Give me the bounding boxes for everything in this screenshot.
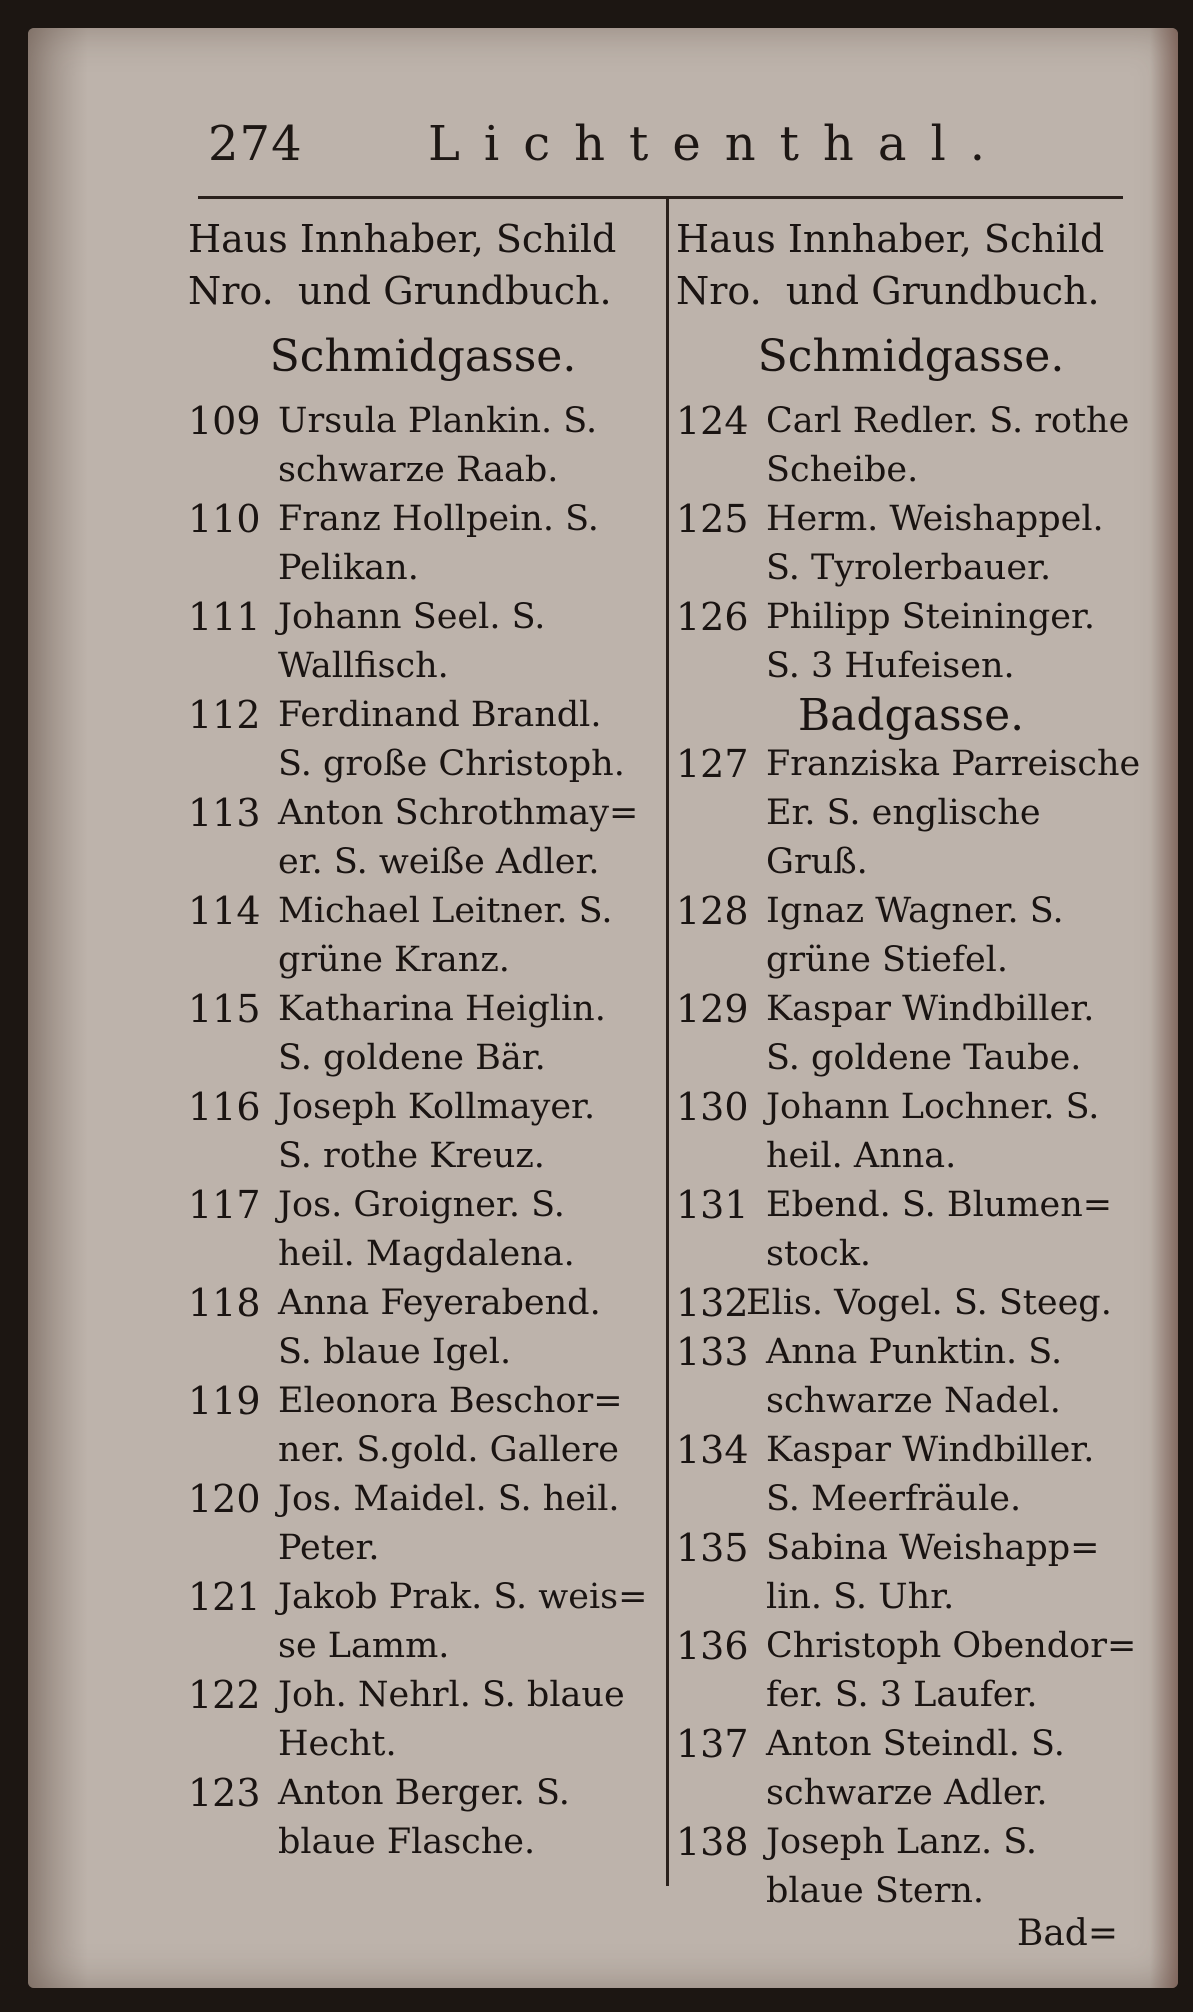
entry-line: Eleonora Beschor=: [278, 1381, 623, 1421]
house-number: 113: [188, 791, 261, 835]
entry-line: Carl Redler. S. rothe: [766, 401, 1130, 441]
entry-line: Katharina Heiglin.: [278, 989, 606, 1029]
house-number: 127: [676, 742, 749, 786]
house-number: 110: [188, 497, 261, 541]
entry-line: S. goldene Bär.: [278, 1038, 546, 1078]
entry-text: [278, 593, 658, 691]
entry-129: [676, 985, 1146, 1083]
entry-line: er. S. weiße Adler.: [278, 842, 600, 882]
catchword: Bad=: [1016, 1913, 1118, 1954]
house-number: 111: [188, 595, 261, 639]
entry-text: [766, 1181, 1146, 1279]
entry-line: S. Meerfräule.: [766, 1479, 1022, 1519]
house-number: 114: [188, 889, 261, 933]
running-title: Lichtenthal.: [428, 116, 1010, 172]
entry-line: schwarze Raab.: [278, 450, 559, 490]
house-number: 128: [676, 889, 749, 933]
entry-138: [676, 1818, 1146, 1916]
entry-line: Franziska Parreische: [766, 744, 1141, 784]
entry-line: blaue Stern.: [766, 1871, 984, 1911]
left-column: [188, 213, 658, 1867]
entry-text: [766, 1426, 1146, 1524]
entry-text: [278, 887, 658, 985]
house-number: 122: [188, 1673, 261, 1717]
entry-line: ner. S.gold. Gallere: [278, 1430, 619, 1470]
entry-line: Philipp Steininger.: [766, 597, 1095, 637]
entry-text: [766, 1818, 1146, 1916]
entry-line: grüne Kranz.: [278, 940, 510, 980]
house-number: 137: [676, 1722, 749, 1766]
entry-113: [188, 789, 658, 887]
entry-119: [188, 1377, 658, 1475]
entry-line: Anna Punktin. S.: [766, 1332, 1063, 1372]
house-number: 136: [676, 1624, 749, 1668]
entry-line: S. 3 Hufeisen.: [766, 646, 1015, 686]
running-head: [178, 116, 1098, 176]
entry-line: grüne Stiefel.: [766, 940, 1008, 980]
entry-line: S. blaue Igel.: [278, 1332, 512, 1372]
entry-134: [676, 1426, 1146, 1524]
entry-124: [676, 397, 1146, 495]
house-number: 119: [188, 1379, 261, 1423]
entry-text: [278, 985, 658, 1083]
house-number: 120: [188, 1477, 261, 1521]
entry-111: [188, 593, 658, 691]
entry-line: blaue Flasche.: [278, 1822, 536, 1862]
entry-text: [766, 985, 1146, 1083]
house-number: 116: [188, 1085, 261, 1129]
entry-127: [676, 740, 1146, 887]
entry-125: [676, 495, 1146, 593]
entry-line: Ursula Plankin. S.: [278, 401, 598, 441]
entry-line: Johann Lochner. S.: [766, 1087, 1100, 1127]
street-heading: Schmidgasse.: [269, 331, 577, 382]
entry-123: [188, 1769, 658, 1867]
entry-text: [766, 1524, 1146, 1622]
house-number: 138: [676, 1820, 749, 1864]
entry-text: [278, 1279, 658, 1377]
house-number: 123: [188, 1771, 261, 1815]
entry-137: [676, 1720, 1146, 1818]
entry-line: Jos. Maidel. S. heil.: [278, 1479, 620, 1519]
entry-text: [278, 789, 658, 887]
entry-117: [188, 1181, 658, 1279]
column-header-line2: Nro. und Grundbuch.: [188, 269, 612, 313]
house-number: 132: [676, 1281, 749, 1325]
entry-122: [188, 1671, 658, 1769]
entry-text: [278, 1083, 658, 1181]
entry-line: Franz Hollpein. S.: [278, 499, 599, 539]
entry-text: [278, 1671, 658, 1769]
entry-line: Christoph Obendor=: [766, 1626, 1137, 1666]
entry-line: Herm. Weishappel.: [766, 499, 1104, 539]
entry-line: Michael Leitner. S.: [278, 891, 613, 931]
column-header-line1: Haus Innhaber, Schild: [676, 217, 1105, 261]
entry-line: Er. S. englische Gruß.: [766, 793, 1041, 882]
entry-line: Scheibe.: [766, 450, 919, 490]
entry-text: [278, 1181, 658, 1279]
entry-line: Wallfisch.: [278, 646, 449, 686]
entry-text: [766, 740, 1146, 887]
right-column: [676, 213, 1146, 1916]
entry-line: S. Tyrolerbauer.: [766, 548, 1052, 588]
entry-121: [188, 1573, 658, 1671]
column-header-line2: Nro. und Grundbuch.: [676, 269, 1100, 313]
entry-114: [188, 887, 658, 985]
entry-line: se Lamm.: [278, 1626, 450, 1666]
house-number: 125: [676, 497, 749, 541]
entry-text: [278, 397, 658, 495]
entry-text: [766, 887, 1146, 985]
entry-line: Joseph Lanz. S.: [766, 1822, 1038, 1862]
entry-line: schwarze Nadel.: [766, 1381, 1061, 1421]
house-number: 117: [188, 1183, 261, 1227]
entry-130: [676, 1083, 1146, 1181]
entry-line: Jos. Groigner. S.: [278, 1185, 565, 1225]
entry-line: schwarze Adler.: [766, 1773, 1048, 1813]
entry-text: [766, 1720, 1146, 1818]
entry-line: heil. Anna.: [766, 1136, 957, 1176]
entry-135: [676, 1524, 1146, 1622]
entry-text: [278, 1769, 658, 1867]
entry-line: Pelikan.: [278, 548, 419, 588]
column-header-line1: Haus Innhaber, Schild: [188, 217, 617, 261]
entry-120: [188, 1475, 658, 1573]
entry-text: [766, 1328, 1146, 1426]
house-number: 115: [188, 987, 261, 1031]
entry-text: [766, 1083, 1146, 1181]
entry-133: [676, 1328, 1146, 1426]
entry-131: [676, 1181, 1146, 1279]
entry-line: Kaspar Windbiller.: [766, 989, 1095, 1029]
entry-110: [188, 495, 658, 593]
entry-line: Anna Feyerabend.: [278, 1283, 601, 1323]
entry-115: [188, 985, 658, 1083]
street-heading: Schmidgasse.: [757, 331, 1065, 382]
house-number: 112: [188, 693, 261, 737]
entry-132: [676, 1279, 1146, 1328]
house-number: 133: [676, 1330, 749, 1374]
entry-text: [766, 593, 1146, 691]
house-number: 109: [188, 399, 261, 443]
entry-text: [278, 691, 658, 789]
entry-line: S. rothe Kreuz.: [278, 1136, 545, 1176]
house-number: 130: [676, 1085, 749, 1129]
entry-line: Peter.: [278, 1528, 380, 1568]
entry-text: [766, 397, 1146, 495]
entry-line: Hecht.: [278, 1724, 397, 1764]
entry-line: S. goldene Taube.: [766, 1038, 1082, 1078]
entry-line: fer. S. 3 Laufer.: [766, 1675, 1038, 1715]
entry-line: lin. S. Uhr.: [766, 1577, 955, 1617]
entry-line: stock.: [766, 1234, 872, 1274]
entry-118: [188, 1279, 658, 1377]
entry-line: Anton Steindl. S.: [766, 1724, 1065, 1764]
entry-line: Joseph Kollmayer.: [278, 1087, 596, 1127]
entry-line: Johann Seel. S.: [278, 597, 546, 637]
entry-text: [278, 1475, 658, 1573]
entry-line: Ebend. S. Blumen=: [766, 1185, 1113, 1225]
book-page: [28, 28, 1178, 1988]
house-number: 126: [676, 595, 749, 639]
header-rule: [198, 196, 1123, 199]
entry-text: [766, 1622, 1146, 1720]
entry-text: [278, 495, 658, 593]
entry-text: [278, 1377, 658, 1475]
entry-126: [676, 593, 1146, 691]
entry-line: Joh. Nehrl. S. blaue: [278, 1675, 625, 1715]
entry-line: Ferdinand Brandl.: [278, 695, 602, 735]
entry-line: Elis. Vogel. S. Steeg.: [746, 1283, 1112, 1323]
entry-line: Anton Berger. S.: [278, 1773, 570, 1813]
entry-line: Jakob Prak. S. weis=: [278, 1577, 648, 1617]
entry-line: S. große Christoph.: [278, 744, 625, 784]
entry-text: [278, 1573, 658, 1671]
entry-line: Kaspar Windbiller.: [766, 1430, 1095, 1470]
house-number: 124: [676, 399, 749, 443]
entry-line: Anton Schrothmay=: [278, 793, 639, 833]
page-number: 274: [208, 116, 303, 172]
house-number: 135: [676, 1526, 749, 1570]
house-number: 134: [676, 1428, 749, 1472]
entry-line: heil. Magdalena.: [278, 1234, 575, 1274]
house-number: 121: [188, 1575, 261, 1619]
house-number: 131: [676, 1183, 749, 1227]
column-divider: [666, 196, 669, 1886]
entry-text: [766, 495, 1146, 593]
entry-line: Ignaz Wagner. S.: [766, 891, 1064, 931]
entry-112: [188, 691, 658, 789]
house-number: 118: [188, 1281, 261, 1325]
entry-109: [188, 397, 658, 495]
entry-116: [188, 1083, 658, 1181]
street-heading-badgasse: Badgasse.: [797, 690, 1025, 741]
entry-128: [676, 887, 1146, 985]
entry-line: Sabina Weishapp=: [766, 1528, 1100, 1568]
house-number: 129: [676, 987, 749, 1031]
entry-text: [746, 1279, 1146, 1328]
entry-136: [676, 1622, 1146, 1720]
